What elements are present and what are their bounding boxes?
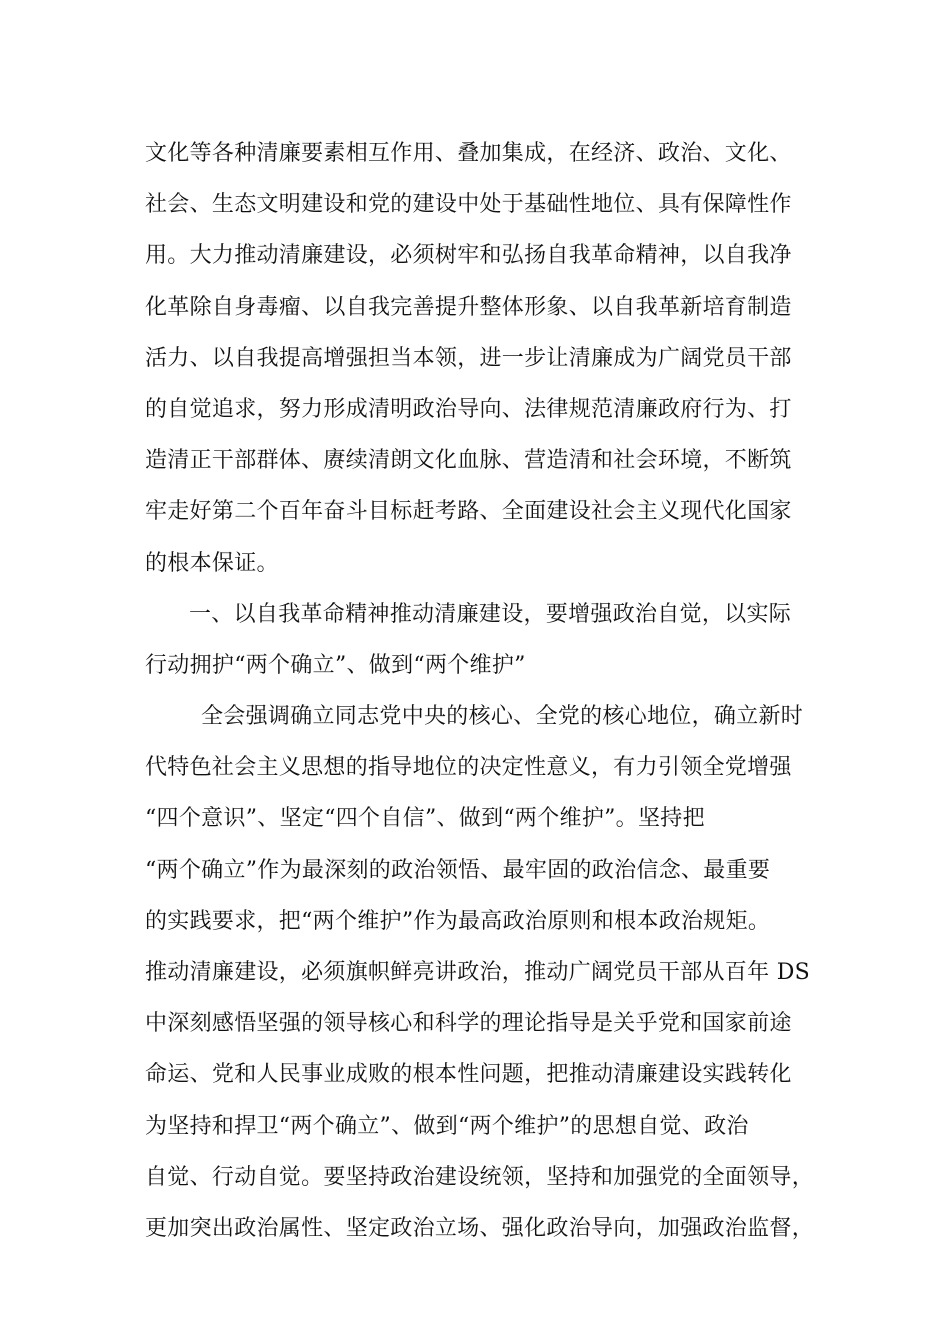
paragraph-1-line: 用。大力推动清廉建设，必须树牢和弘扬自我革命精神，以自我净 bbox=[145, 243, 792, 269]
section-heading-line: 行动拥护“两个确立”、做到“两个维护” bbox=[145, 652, 526, 678]
paragraph-2-line: “两个确立”作为最深刻的政治领悟、最牢固的政治信念、最重要 bbox=[145, 857, 771, 883]
paragraph-1-line: 的根本保证。 bbox=[145, 550, 279, 576]
paragraph-2-line: 全会强调确立同志党中央的核心、全党的核心地位，确立新时 bbox=[201, 704, 804, 730]
paragraph-2-line: 中深刻感悟坚强的领导核心和科学的理论指导是关乎党和国家前途 bbox=[145, 1011, 792, 1037]
section-heading-line: 一、以自我革命精神推动清廉建设，要增强政治自觉，以实际 bbox=[189, 601, 792, 627]
paragraph-2-line: 更加突出政治属性、坚定政治立场、强化政治导向，加强政治监督， bbox=[145, 1215, 815, 1241]
paragraph-1-line: 社会、生态文明建设和党的建设中处于基础性地位、具有保障性作 bbox=[145, 192, 792, 218]
paragraph-2-line: 代特色社会主义思想的指导地位的决定性意义，有力引领全党增强 bbox=[145, 755, 792, 781]
paragraph-2-line: 的实践要求，把“两个维护”作为最高政治原则和根本政治规矩。 bbox=[145, 908, 771, 934]
paragraph-2-line: 命运、党和人民事业成败的根本性问题，把推动清廉建设实践转化 bbox=[145, 1062, 792, 1088]
paragraph-1-line: 活力、以自我提高增强担当本领，进一步让清廉成为广阔党员干部 bbox=[145, 345, 792, 371]
paragraph-2-line: 自觉、行动自觉。要坚持政治建设统领，坚持和加强党的全面领导， bbox=[145, 1164, 815, 1190]
paragraph-2-line: 推动清廉建设，必须旗帜鲜亮讲政治，推动广阔党员干部从百年 DS bbox=[145, 960, 811, 985]
paragraph-1-line: 的自觉追求，努力形成清明政治导向、法律规范清廉政府行为、打 bbox=[145, 396, 792, 422]
paragraph-2-line: “四个意识”、坚定“四个自信”、做到“两个维护”。坚持把 bbox=[145, 806, 705, 832]
paragraph-1-line: 造清正干部群体、赓续清朗文化血脉、营造清和社会环境，不断筑 bbox=[145, 448, 792, 474]
document-body bbox=[145, 128, 825, 1254]
paragraph-2-line: 为坚持和捍卫“两个确立”、做到“两个维护”的思想自觉、政治 bbox=[145, 1113, 749, 1139]
paragraph-1-line: 文化等各种清廉要素相互作用、叠加集成，在经济、政治、文化、 bbox=[145, 141, 792, 166]
paragraph-1-line: 化革除自身毒瘤、以自我完善提升整体形象、以自我革新培育制造 bbox=[145, 294, 792, 320]
paragraph-1-line: 牢走好第二个百年奋斗目标赶考路、全面建设社会主义现代化国家 bbox=[145, 499, 792, 525]
